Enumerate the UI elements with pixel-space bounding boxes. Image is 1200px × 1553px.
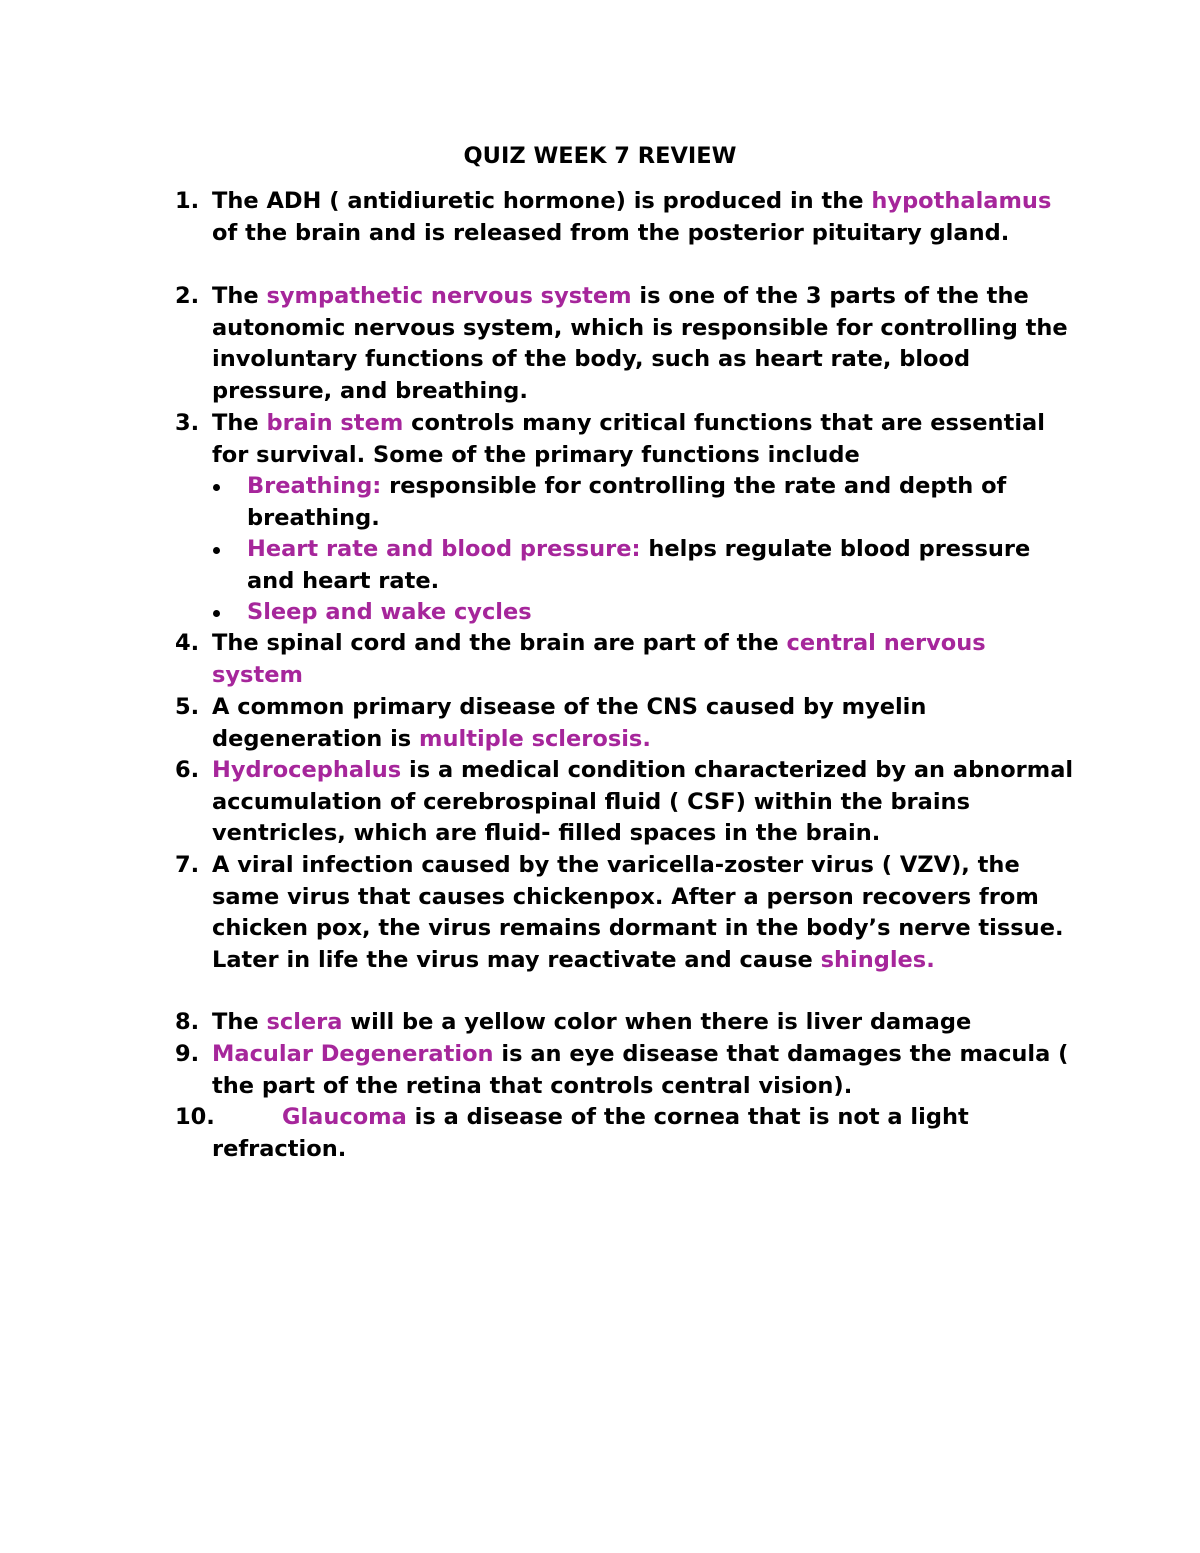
item-number: 9. [175, 1041, 200, 1067]
list-item-1 [175, 186, 1082, 249]
item-number: 2. [175, 283, 200, 309]
item-highlight: sclera [266, 1009, 343, 1035]
bullet-highlight: Heart rate and blood pressure: [247, 536, 641, 562]
item-highlight: Macular Degeneration [212, 1041, 494, 1067]
item-text: is a medical condition characterized by an abnormal accumulation of cerebrospinal fluid ( CSF) within the brains ventricles, which are fluid- filled spaces in the brain. [212, 757, 1074, 847]
item-number: 5. [175, 694, 200, 720]
list-item-10 [175, 1102, 1082, 1165]
item-text: is an eye disease that damages the macula ( the part of the retina that controls central vision). [212, 1041, 1069, 1099]
item-number: 1. [175, 188, 200, 214]
item-text: is one of the 3 parts of the the autonomic nervous system, which is responsible for controlling the involuntary functions of the body, such as heart rate, blood pressure, and breathing. [212, 283, 1068, 404]
item-number: 7. [175, 852, 200, 878]
item-text: will be a yellow color when there is liver damage [342, 1009, 972, 1035]
item-text: controls many critical functions that are essential for survival. Some of the primary functions include [212, 410, 1045, 468]
item-highlight: central nervous system [212, 630, 986, 688]
bullet-item [247, 471, 1077, 534]
item-number: 4. [175, 630, 200, 656]
list-item-6 [175, 755, 1082, 850]
bullet-item [247, 597, 1077, 629]
bullet-icon [213, 547, 220, 554]
item-text: The spinal cord and the brain are part of the [212, 630, 787, 656]
list-item-2 [175, 281, 1082, 407]
item-number: 3. [175, 410, 200, 436]
item-highlight: brain stem [266, 410, 404, 436]
item-text: The ADH ( antidiuretic hormone) is produced in the [212, 188, 872, 214]
bullet-icon [213, 610, 220, 617]
bullet-text: helps regulate blood pressure and heart rate. [247, 536, 1031, 594]
item-highlight: sympathetic nervous system [266, 283, 632, 309]
item-text: A viral infection caused by the varicella-zoster virus ( VZV), the same virus that causes chickenpox. After a person recovers from chicken pox, the virus remains dormant in the body’s nerve tissue. Later in life the virus may reactivate and cause [212, 852, 1064, 973]
item-highlight: shingles. [820, 946, 935, 973]
list-item-8 [175, 1007, 1082, 1039]
bullet-item [247, 534, 1077, 597]
item-text: The [212, 1009, 267, 1035]
item-number: 6. [175, 757, 200, 783]
item-highlight: multiple sclerosis. [419, 725, 651, 752]
bullet-icon [213, 484, 220, 491]
page-title: QUIZ WEEK 7 REVIEW [463, 143, 737, 169]
item-highlight: Glaucoma [282, 1104, 407, 1130]
item-highlight: hypothalamus [871, 188, 1052, 214]
item-text: is a disease of the cornea that is not a light refraction. [212, 1104, 969, 1162]
list-item-5 [175, 692, 1082, 755]
list-item-7 [175, 850, 1082, 976]
list-item-4 [175, 628, 1082, 691]
item-number: 10. [175, 1104, 215, 1130]
item-number: 8. [175, 1009, 200, 1035]
list-item-3 [175, 408, 1082, 471]
bullet-highlight: Breathing: [247, 473, 382, 499]
bullet-text: responsible for controlling the rate and depth of breathing. [247, 473, 1007, 531]
item-highlight: Hydrocephalus [212, 757, 402, 783]
item-text: of the brain and is released from the posterior pituitary gland. [212, 219, 1010, 246]
bullet-highlight: Sleep and wake cycles [247, 599, 532, 625]
item-text: The [212, 283, 267, 309]
item-text: A common primary disease of the CNS caused by myelin degeneration is [212, 694, 927, 752]
list-item-9 [175, 1039, 1082, 1102]
item-text: The [212, 410, 267, 436]
